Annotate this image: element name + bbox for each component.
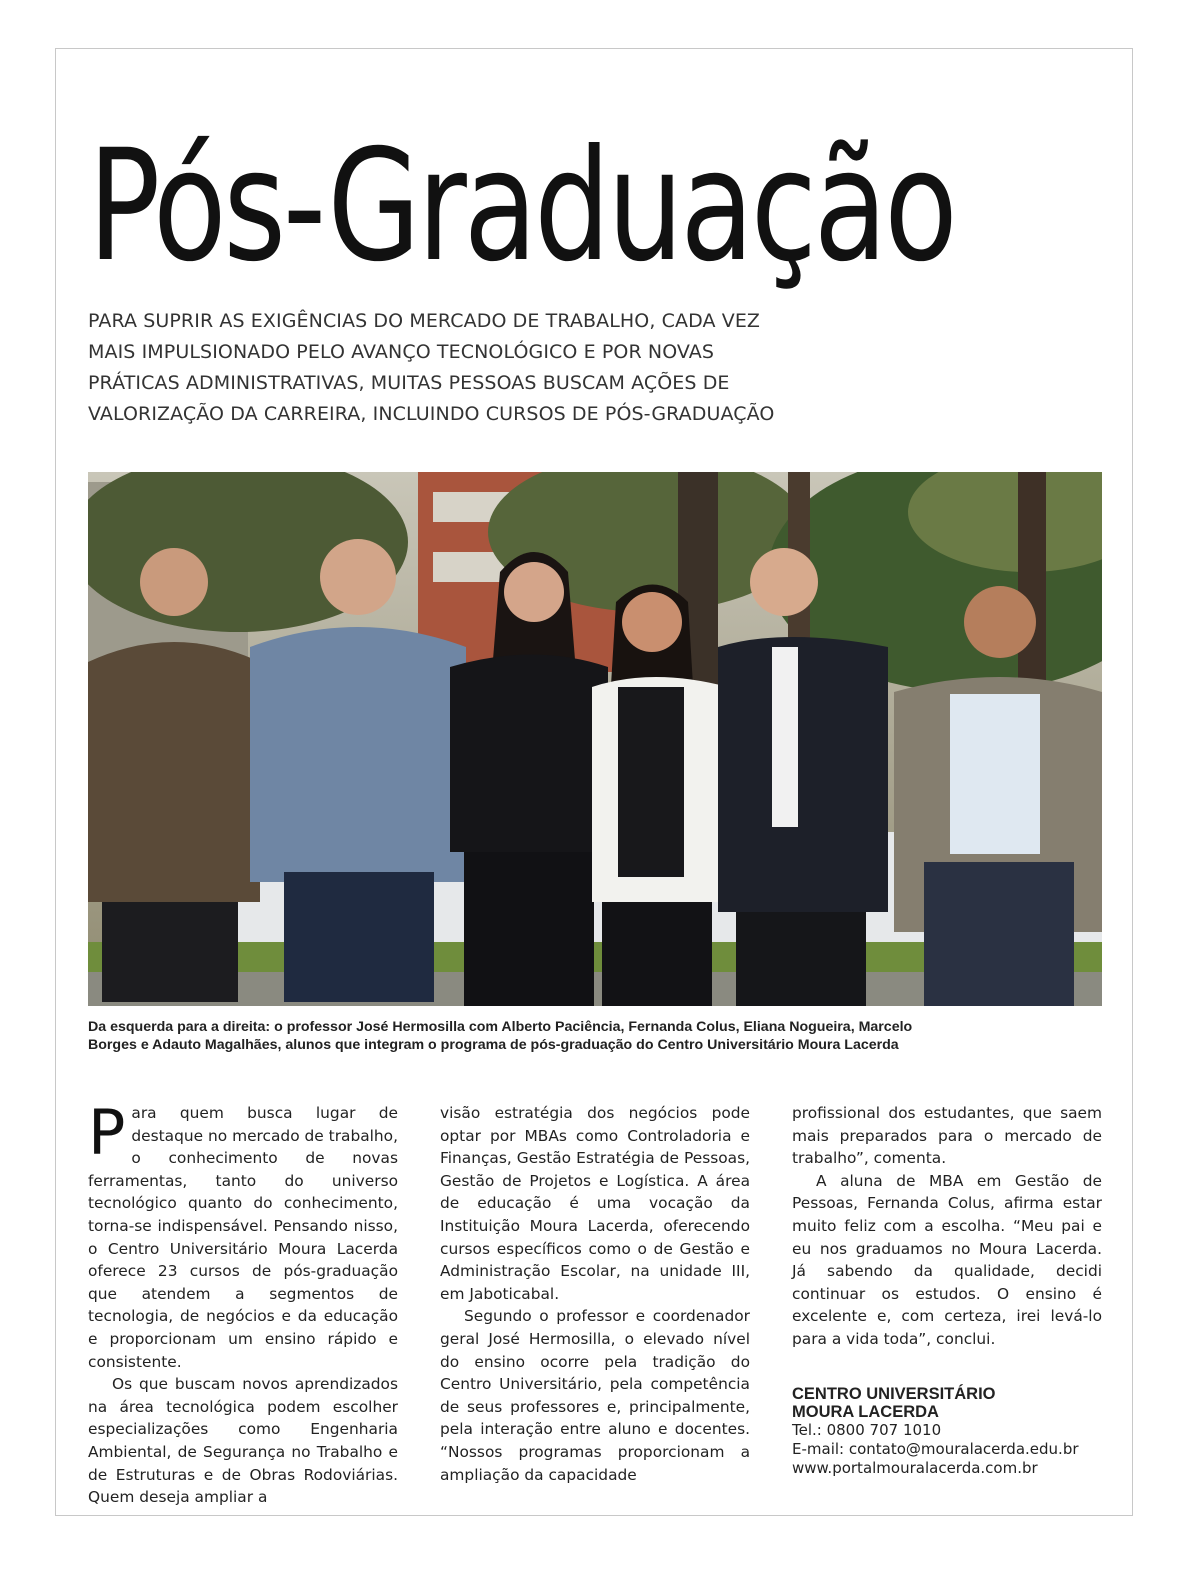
contact-block: [792, 1385, 1102, 1478]
caption-line: Borges e Adauto Magalhães, alunos que integram o programa de pós-graduação do Centro Universitário Moura Lacerda: [88, 1037, 899, 1053]
contact-org: MOURA LACERDA: [792, 1402, 939, 1421]
caption-line: Da esquerda para a direita: o professor José Hermosilla com Alberto Paciência, Fernanda Colus, Eliana Nogueira, Marcelo: [88, 1019, 913, 1035]
paragraph: Segundo o professor e coordenador geral José Hermosilla, o elevado nível do ensino ocorre pela tradição do Centro Universitário, pela competência de seus professores e, principalmente, pela interação entre aluno e docentes. “Nossos programas proporcionam a ampliação da capacidade: [440, 1307, 750, 1484]
contact-org: CENTRO UNIVERSITÁRIO: [792, 1384, 996, 1403]
contact-phone: Tel.: 0800 707 1010: [792, 1420, 942, 1439]
column-1: [88, 1096, 398, 1509]
group-photo: [88, 472, 1102, 1006]
lede-line: MAIS IMPULSIONADO PELO AVANÇO TECNOLÓGICO E POR NOVAS: [88, 341, 715, 363]
contact-email: E-mail: contato@mouralacerda.edu.br: [792, 1439, 1079, 1458]
column-2: [440, 1102, 750, 1486]
article-body: [88, 1096, 1102, 1507]
contact-website: www.portalmouralacerda.com.br: [792, 1458, 1038, 1477]
paragraph: [88, 1096, 398, 1373]
paragraph-text: ara quem busca lugar de destaque no mercado de trabalho, o conhecimento de novas ferramentas, tanto do universo tecnológico quanto do conhecimento, torna-se indispensável. Pensando nisso, o Centro Universitário Moura Lacerda oferece 23 cursos de pós-graduação que atendem a segmentos de tecnologia, de negócios e da educação e proporcionam um ensino rápido e consistente.: [88, 1104, 398, 1371]
column-3: [792, 1102, 1102, 1478]
lede: [88, 306, 775, 430]
lede-line: PRÁTICAS ADMINISTRATIVAS, MUITAS PESSOAS BUSCAM AÇÕES DE: [88, 372, 730, 394]
paragraph: visão estratégia dos negócios pode optar por MBAs como Controladoria e Finanças, Gestão Estratégia de Pessoas, Gestão de Projetos e Logística. A área de educação é uma vocação da Instituição Moura Lacerda, oferecendo cursos específicos como o de Gestão e Administração Escolar, na unidade III, em Jaboticabal.: [440, 1104, 750, 1303]
paragraph: Os que buscam novos aprendizados na área tecnológica podem escolher especializações como Engenharia Ambiental, de Segurança no Trabalho e de Estruturas e de Obras Rodoviárias. Quem deseja ampliar a: [88, 1375, 398, 1507]
paragraph: profissional dos estudantes, que saem mais preparados para o mercado de trabalho”, comenta.: [792, 1104, 1102, 1168]
photo-caption: [88, 1018, 1102, 1054]
group-photo-illustration: [88, 472, 1102, 1006]
drop-cap: P: [88, 1096, 126, 1169]
paragraph: A aluna de MBA em Gestão de Pessoas, Fernanda Colus, afirma estar muito feliz com a escolha. “Meu pai e eu nos graduamos no Moura Lacerda. Já sabendo da qualidade, decidi continuar os estudos. O ensino é excelente e, com certeza, irei levá-lo para a vida toda”, conclui.: [792, 1171, 1102, 1348]
lede-line: VALORIZAÇÃO DA CARREIRA, INCLUINDO CURSOS DE PÓS-GRADUAÇÃO: [88, 403, 775, 425]
page-title: Pós-Graduação: [88, 117, 955, 296]
lede-line: PARA SUPRIR AS EXIGÊNCIAS DO MERCADO DE TRABALHO, CADA VEZ: [88, 310, 761, 332]
